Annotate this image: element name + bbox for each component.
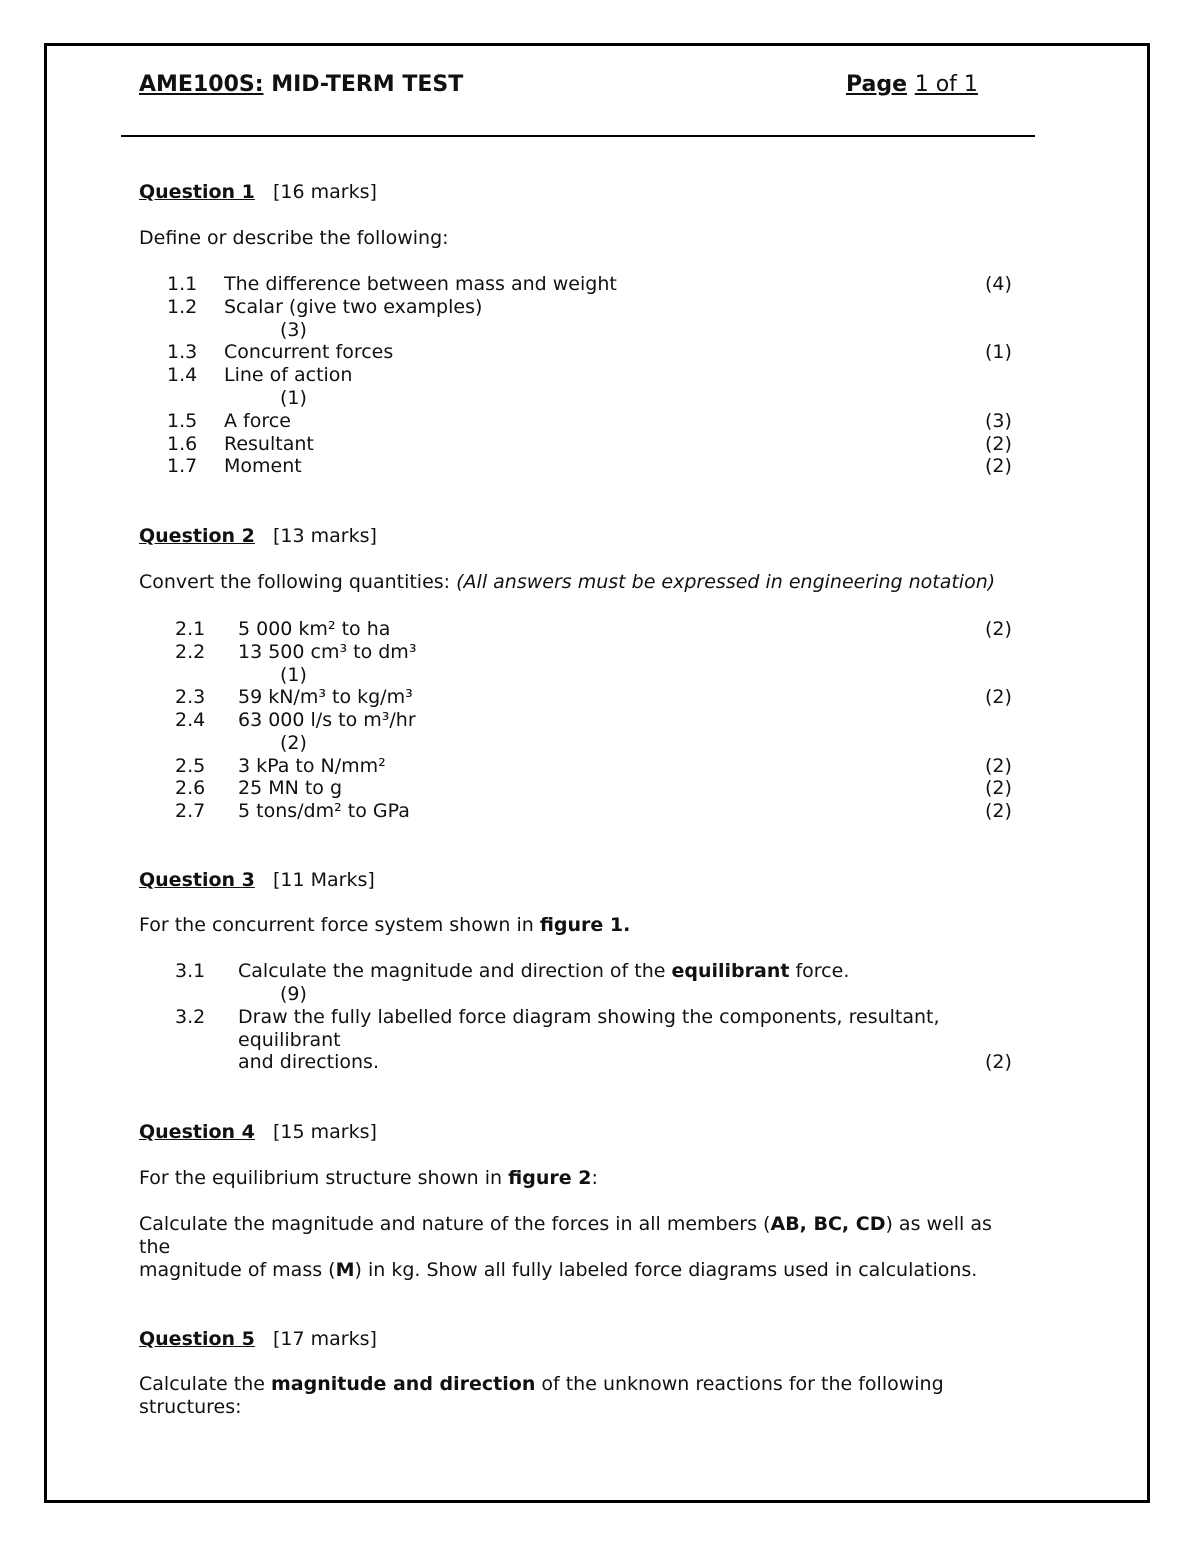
item-number: 1.1 bbox=[167, 273, 198, 295]
question-2-heading bbox=[139, 525, 377, 548]
item-marks: (9) bbox=[280, 983, 307, 1005]
question-4-paragraph-line-2: the bbox=[139, 1236, 171, 1258]
question-4-paragraph-line-3 bbox=[139, 1259, 977, 1282]
item-number: 3.1 bbox=[175, 960, 206, 982]
item-marks: (2) bbox=[985, 777, 1012, 799]
item-text: 59 kN/m³ to kg/m³ bbox=[238, 686, 413, 708]
item-marks: (2) bbox=[985, 455, 1012, 477]
page-number: 1 of 1 bbox=[914, 72, 978, 97]
item-marks: (1) bbox=[985, 341, 1012, 363]
question-3-heading bbox=[139, 869, 375, 892]
emphasis-text: magnitude and direction bbox=[271, 1373, 536, 1395]
item-marks: (2) bbox=[985, 800, 1012, 822]
text-part: ) in kg. Show all fully labeled force diagrams used in calculations. bbox=[354, 1259, 978, 1281]
question-4-marks: [15 marks] bbox=[273, 1121, 377, 1143]
question-3-marks: [11 Marks] bbox=[273, 869, 375, 891]
question-3-intro bbox=[139, 914, 630, 937]
item-number: 2.6 bbox=[175, 777, 206, 799]
item-text-bold: equilibrant bbox=[671, 960, 790, 982]
question-4-intro-text: For the equilibrium structure shown in bbox=[139, 1167, 509, 1189]
text-part: ) as well as bbox=[885, 1213, 992, 1235]
text-part: magnitude of mass ( bbox=[139, 1259, 336, 1281]
item-text: The difference between mass and weight bbox=[224, 273, 617, 295]
item-number: 2.5 bbox=[175, 755, 206, 777]
item-text: 63 000 l/s to m³/hr bbox=[238, 709, 416, 731]
item-number: 2.3 bbox=[175, 686, 206, 708]
question-5-paragraph-line-2: structures: bbox=[139, 1396, 242, 1418]
item-marks: (1) bbox=[280, 387, 307, 409]
course-code: AME100S: bbox=[139, 72, 264, 97]
item-text: 3 kPa to N/mm² bbox=[238, 755, 386, 777]
item-text-line-2: equilibrant bbox=[238, 1029, 341, 1051]
item-text: Scalar (give two examples) bbox=[224, 296, 483, 318]
text-part: Calculate the magnitude and nature of the forces in all members ( bbox=[139, 1213, 771, 1235]
item-number: 1.6 bbox=[167, 433, 198, 455]
figure-1-ref: figure 1. bbox=[539, 914, 631, 936]
question-4-heading bbox=[139, 1121, 377, 1144]
item-number: 1.5 bbox=[167, 410, 198, 432]
item-marks: (3) bbox=[280, 319, 307, 341]
item-marks: (2) bbox=[985, 1051, 1012, 1073]
page-word: Page bbox=[846, 72, 908, 97]
question-3-title: Question 3 bbox=[139, 869, 255, 891]
item-text: A force bbox=[224, 410, 291, 432]
item-text-part: Calculate the magnitude and direction of the bbox=[238, 960, 672, 982]
question-2-marks: [13 marks] bbox=[273, 525, 377, 547]
header-rule bbox=[121, 135, 1035, 137]
item-marks: (2) bbox=[280, 732, 307, 754]
item-number: 3.2 bbox=[175, 1006, 206, 1028]
item-marks: (2) bbox=[985, 433, 1012, 455]
question-1-marks: [16 marks] bbox=[273, 181, 377, 203]
question-1-title: Question 1 bbox=[139, 181, 255, 203]
item-marks: (3) bbox=[985, 410, 1012, 432]
question-4-title: Question 4 bbox=[139, 1121, 255, 1143]
item-number: 1.4 bbox=[167, 364, 198, 386]
question-1-heading bbox=[139, 181, 377, 204]
question-1-intro: Define or describe the following: bbox=[139, 227, 449, 249]
page-indicator bbox=[846, 72, 978, 98]
question-2-intro-note: (All answers must be expressed in engineering notation) bbox=[456, 571, 996, 593]
question-2-title: Question 2 bbox=[139, 525, 255, 547]
item-marks: (2) bbox=[985, 686, 1012, 708]
item-text: Resultant bbox=[224, 433, 314, 455]
item-number: 2.1 bbox=[175, 618, 206, 640]
item-number: 1.2 bbox=[167, 296, 198, 318]
item-text-part: force. bbox=[789, 960, 850, 982]
item-number: 2.2 bbox=[175, 641, 206, 663]
item-number: 1.7 bbox=[167, 455, 198, 477]
item-marks: (4) bbox=[985, 273, 1012, 295]
test-heading bbox=[139, 72, 463, 98]
question-5-marks: [17 marks] bbox=[273, 1328, 377, 1350]
item-text: Concurrent forces bbox=[224, 341, 394, 363]
item-marks: (2) bbox=[985, 755, 1012, 777]
question-4-paragraph-line-1 bbox=[139, 1213, 992, 1236]
item-number: 2.7 bbox=[175, 800, 206, 822]
mass-symbol: M bbox=[335, 1259, 355, 1281]
test-title: MID-TERM TEST bbox=[271, 72, 464, 97]
text-part: Calculate the bbox=[139, 1373, 271, 1395]
item-text: Line of action bbox=[224, 364, 353, 386]
question-3-intro-text: For the concurrent force system shown in bbox=[139, 914, 540, 936]
question-4-intro-end: : bbox=[591, 1167, 598, 1189]
item-text: 5 tons/dm² to GPa bbox=[238, 800, 410, 822]
question-5-heading bbox=[139, 1328, 377, 1351]
item-number: 1.3 bbox=[167, 341, 198, 363]
question-2-intro-text: Convert the following quantities: bbox=[139, 571, 457, 593]
item-text-line-3: and directions. bbox=[238, 1051, 379, 1073]
question-2-intro bbox=[139, 571, 995, 594]
item-marks: (2) bbox=[985, 618, 1012, 640]
members-list: AB, BC, CD bbox=[770, 1213, 886, 1235]
figure-2-ref: figure 2 bbox=[508, 1167, 592, 1189]
item-text: 5 000 km² to ha bbox=[238, 618, 391, 640]
item-number: 2.4 bbox=[175, 709, 206, 731]
question-5-title: Question 5 bbox=[139, 1328, 255, 1350]
item-text: 25 MN to g bbox=[238, 777, 343, 799]
item-text-line-1: Draw the fully labelled force diagram showing the components, resultant, bbox=[238, 1006, 940, 1028]
item-text: 13 500 cm³ to dm³ bbox=[238, 641, 417, 663]
question-5-paragraph-line-1 bbox=[139, 1373, 944, 1396]
item-marks: (1) bbox=[280, 664, 307, 686]
text-part: of the unknown reactions for the following bbox=[535, 1373, 944, 1395]
item-text: Moment bbox=[224, 455, 302, 477]
item-text bbox=[238, 960, 849, 983]
question-4-intro bbox=[139, 1167, 598, 1190]
